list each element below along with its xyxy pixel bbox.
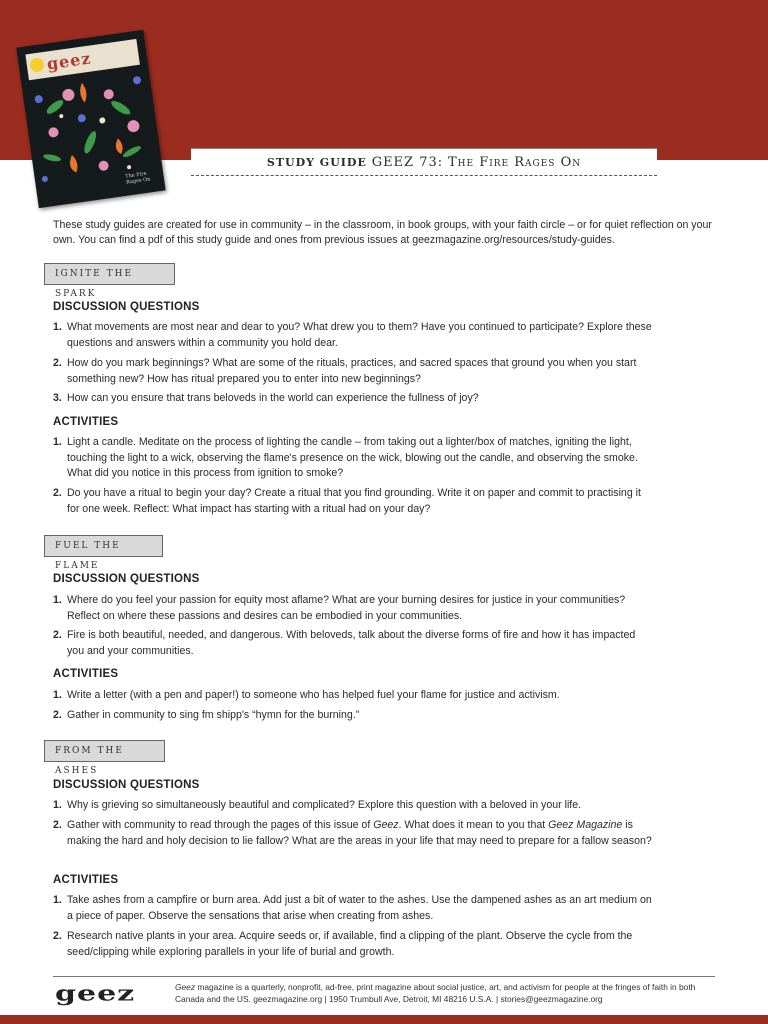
discussion-heading: DISCUSSION QUESTIONS xyxy=(53,573,200,585)
title-label: STUDY GUIDE xyxy=(266,156,367,169)
section-tag-ashes: FROM THE ASHES xyxy=(44,740,165,762)
magazine-cover-image xyxy=(16,30,165,208)
cover-masthead: geez xyxy=(25,39,140,80)
list-item: 1. Light a candle. Meditate on the process of lighting the candle – from taking out a lighter/box of matches, igniting the light, touching the light to a wick, observing the flame's presence on the wick, blowing out the candle, and observing the smoke. What did you notice in this process from ignition to smoke? xyxy=(53,436,638,479)
list-item: 1. Why is grieving so simultaneously beautiful and complicated? Explore this question with a beloved in your life. xyxy=(53,799,582,811)
list-item: 3. How can you ensure that trans beloveds in the world can experience the fullness of joy? xyxy=(53,392,479,404)
geez-logo: geez xyxy=(55,981,136,1007)
discussion-heading: DISCUSSION QUESTIONS xyxy=(53,779,200,791)
list-item: 2. Research native plants in your area. Acquire seeds or, if available, find a clipping of the plant. Observe the cycle from the seed/clipping while exploring parallels in your life of burial and growth. xyxy=(53,930,633,958)
footer-text: Geez magazine is a quarterly, nonprofit, ad-free, print magazine about social justice, art, and activism for people at the fringes of faith in both Canada and the US. geezmagazine.org | 1950 Trumbull Ave, Detroit, MI 48216 U.S.A. | stories@geezmagazine.org xyxy=(175,982,696,1004)
list-item: 1. Take ashes from a campfire or burn area. Add just a bit of water to the ashes. Use the dampened ashes as an art medium on a piece of paper. Observe the sensations that arise when creating from ashes. xyxy=(53,894,652,922)
footer-email: stories@geezmagazine.org xyxy=(500,994,603,1004)
list-item: 1. Where do you feel your passion for equity most aflame? What are your burning desires for justice in your communities? Reflect on where these passions and desires can be embodied in your communities. xyxy=(53,594,626,622)
title-issue: GEEZ 73: xyxy=(371,155,444,170)
section-tag-ignite: IGNITE THE SPARK xyxy=(44,263,175,285)
activities-heading: ACTIVITIES xyxy=(53,668,119,680)
list-item: 2. Gather with community to read through the pages of this issue of Geez. What does it mean to you that Geez Magazine is making the hard and holy decision to lie fallow? What are the areas in your life that may need to prepare for a fallow season? xyxy=(53,819,652,847)
list-item: 2. Fire is both beautiful, needed, and dangerous. With beloveds, talk about the diverse forms of fire and how it has impacted you and your communities. xyxy=(53,629,636,657)
cover-issue-line: The Fire Rages On xyxy=(124,170,151,186)
footer-website: geezmagazine.org xyxy=(253,994,323,1004)
list-item: 2. Do you have a ritual to begin your day? Create a ritual that you find grounding. Write it on paper and commit to practising it for one week. Reflect: What impact has starting with a ritual had on your day? xyxy=(53,487,641,515)
list-item: 1. Write a letter (with a pen and paper!) to someone who has helped fuel your flame for justice and activism. xyxy=(53,689,560,701)
list-item: 2. How do you mark beginnings? What are some of the rituals, practices, and sacred spaces that ground you when you start something new? How has ritual prepared you to enter into new beginnings? xyxy=(53,357,637,385)
footer-divider xyxy=(53,976,715,977)
list-item: 2. Gather in community to sing fm shipp's “hymn for the burning.” xyxy=(53,709,360,721)
bottom-bar xyxy=(0,1015,768,1024)
section-tag-fuel: FUEL THE FLAME xyxy=(44,535,163,557)
activities-heading: ACTIVITIES xyxy=(53,874,119,886)
cover-sticker xyxy=(29,57,45,73)
title-subject: The Fire Rages On xyxy=(447,155,582,170)
list-item: 1. What movements are most near and dear to you? What drew you to them? Have you continued to participate? Explore these questions and answers within a community you hold dear. xyxy=(53,321,652,349)
footer-address: 1950 Trumbull Ave, Detroit, MI 48216 U.S.A. xyxy=(328,994,494,1004)
discussion-heading: DISCUSSION QUESTIONS xyxy=(53,301,200,313)
study-guide-title xyxy=(191,148,657,176)
intro-paragraph: These study guides are created for use in community – in the classroom, in book groups, with your faith circle – or for quiet reflection on your own. You can find a pdf of this study guide and ones from previous issues at geezmagazine.org/resources/study-guides. xyxy=(53,219,712,246)
activities-heading: ACTIVITIES xyxy=(53,416,119,428)
